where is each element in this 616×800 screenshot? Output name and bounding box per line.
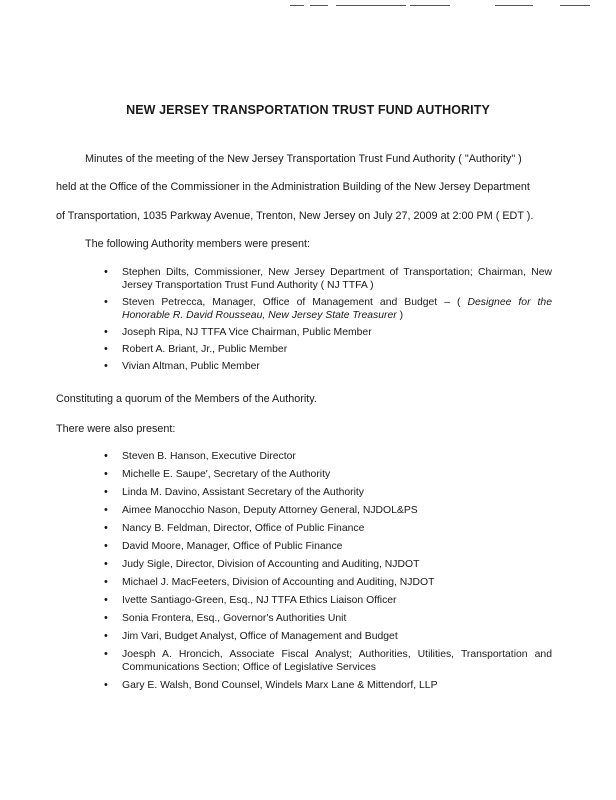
attendee-item: • Ivette Santiago-Green, Esq., NJ TTFA Ethics Liaison Officer — [104, 594, 552, 607]
member-text: Vivian Altman, Public Member — [122, 361, 260, 372]
attendee-item: • Sonia Frontera, Esq., Governor's Authorities Unit — [104, 612, 552, 625]
attendee-item: • Linda M. Davino, Assistant Secretary of the Authority — [104, 486, 552, 499]
attendee-item: • Judy Sigle, Director, Division of Accounting and Auditing, NJDOT — [104, 558, 552, 571]
members-list — [104, 266, 552, 377]
member-text: Steven Petrecca, Manager, Office of Management and Budget – ( — [122, 297, 468, 308]
attendee-item: • Michael J. MacFeeters, Division of Accounting and Auditing, NJDOT — [104, 576, 552, 589]
member-item — [104, 266, 552, 292]
also-present-list — [104, 450, 552, 697]
member-text: Joseph Ripa, NJ TTFA Vice Chairman, Public Member — [122, 327, 372, 338]
also-present-heading: There were also present: — [56, 423, 176, 435]
member-item — [104, 343, 552, 356]
member-text-suffix: ) — [396, 310, 404, 321]
attendee-item: • Steven B. Hanson, Executive Director — [104, 450, 552, 463]
intro-line-2: held at the Office of the Commissioner in the Administration Building of the New Jersey Department — [56, 181, 530, 193]
member-text: Stephen Dilts, Commissioner, New Jersey Department of Transportation; Chairman, New Jersey Transportation Trust Fund Authority ( NJ TTFA ) — [122, 267, 552, 291]
attendee-item: • Aimee Manocchio Nason, Deputy Attorney General, NJDOL&PS — [104, 504, 552, 517]
member-item — [104, 360, 552, 373]
intro-line-3: of Transportation, 1035 Parkway Avenue, Trenton, New Jersey on July 27, 2009 at 2:00 PM ( EDT ). — [56, 210, 534, 222]
member-item — [104, 326, 552, 339]
member-designee-note: Designee for the Honorable R. David Rousseau, New Jersey State Treasurer — [122, 297, 552, 321]
attendee-item: • David Moore, Manager, Office of Public Finance — [104, 540, 552, 553]
member-item — [104, 296, 552, 322]
attendee-item: • Michelle E. Saupe', Secretary of the Authority — [104, 468, 552, 481]
intro-line-1: Minutes of the meeting of the New Jersey Transportation Trust Fund Authority ( "Authority" ) — [85, 153, 522, 165]
members-heading: The following Authority members were present: — [85, 238, 311, 250]
attendee-item: • Joesph A. Hroncich, Associate Fiscal Analyst; Authorities, Utilities, Transportation and Communications Section; Office of Legislative Services — [104, 648, 552, 674]
document-title: NEW JERSEY TRANSPORTATION TRUST FUND AUTHORITY — [126, 103, 490, 117]
attendee-item: • Nancy B. Feldman, Director, Office of Public Finance — [104, 522, 552, 535]
quorum-statement: Constituting a quorum of the Members of the Authority. — [56, 393, 317, 405]
member-text: Robert A. Briant, Jr., Public Member — [122, 344, 288, 355]
attendee-item: • Gary E. Walsh, Bond Counsel, Windels Marx Lane & Mittendorf, LLP — [104, 679, 552, 692]
attendee-item: • Jim Vari, Budget Analyst, Office of Management and Budget — [104, 630, 552, 643]
